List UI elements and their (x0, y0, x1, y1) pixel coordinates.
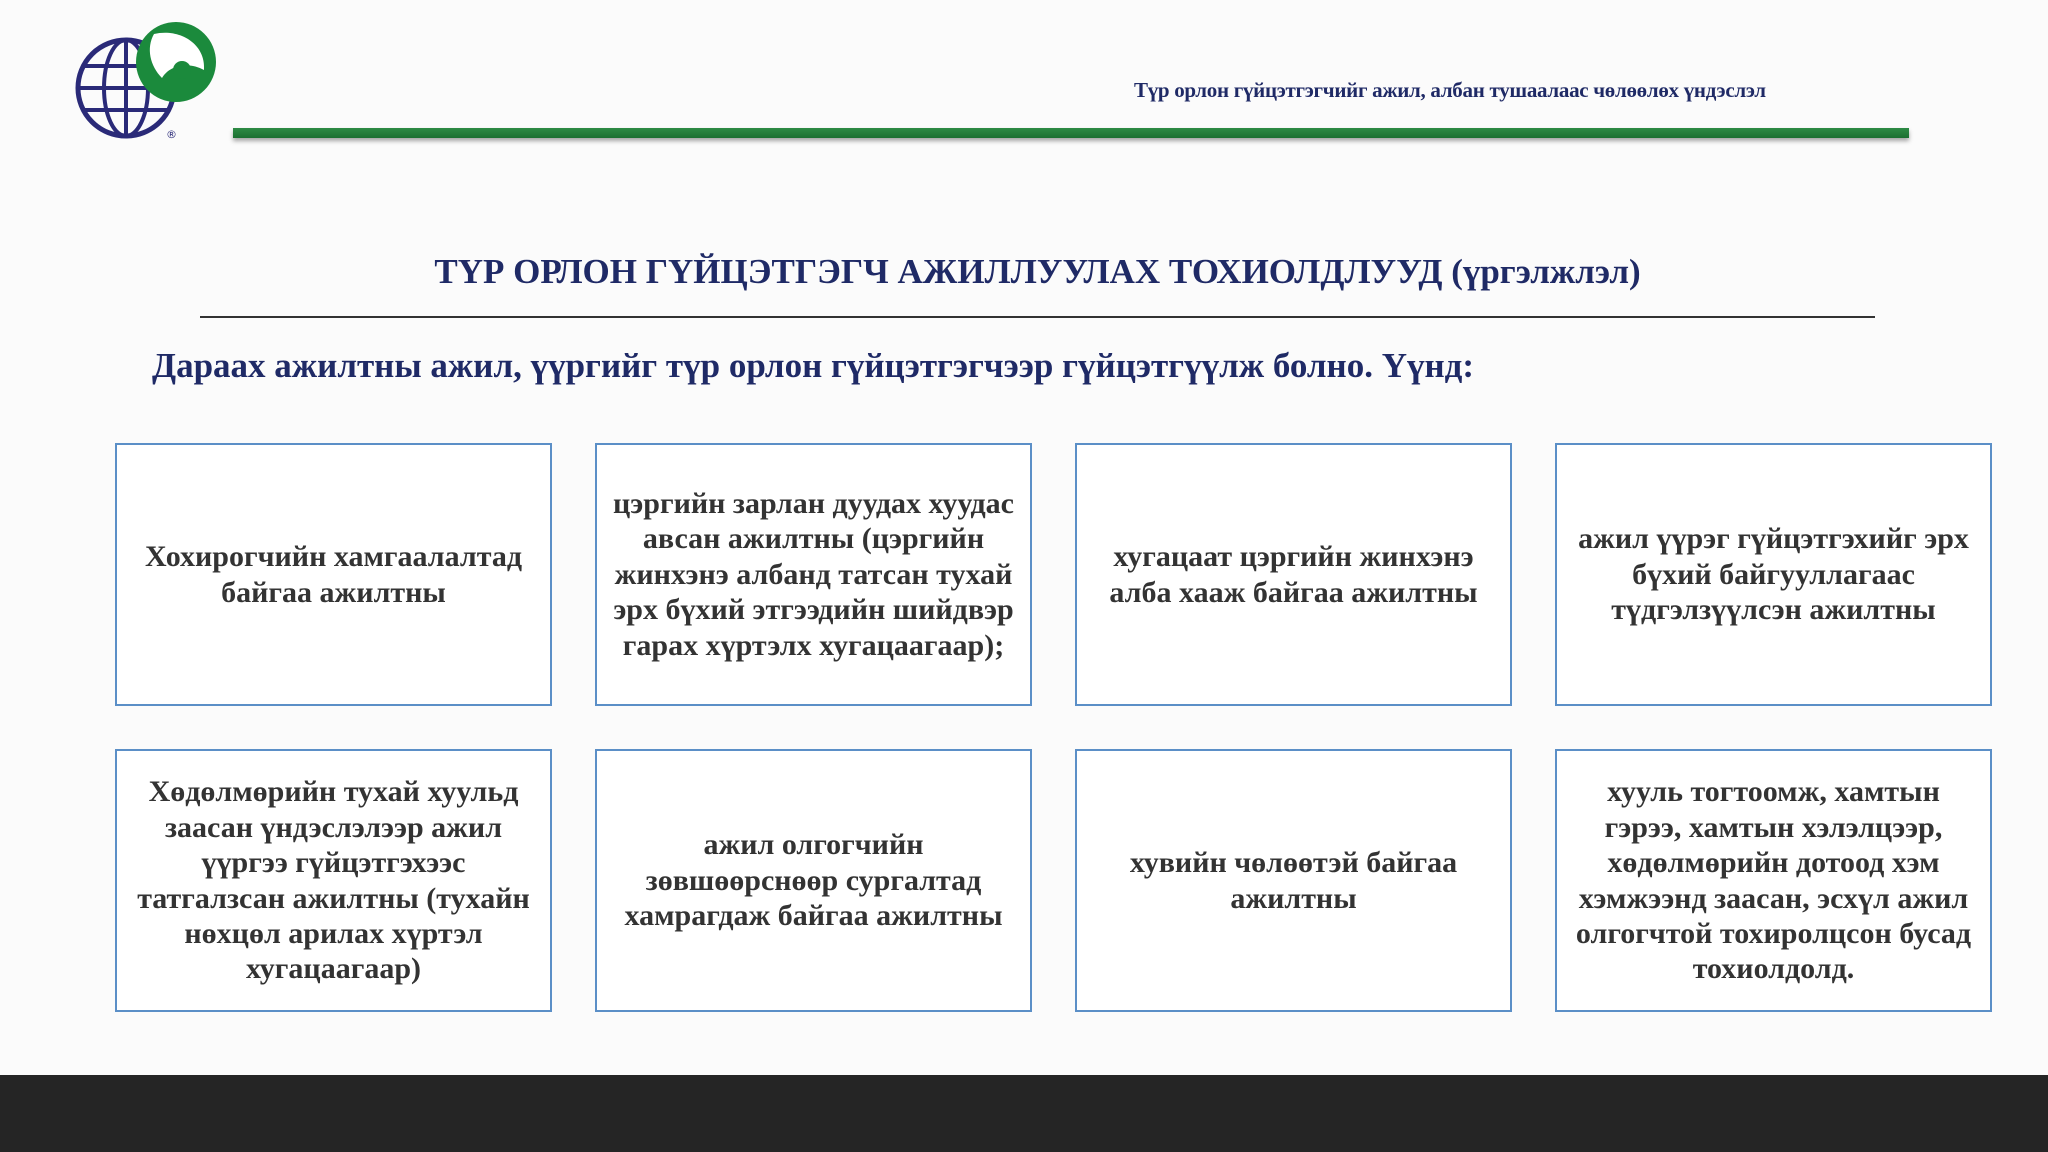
case-box (1075, 443, 1512, 706)
case-box (115, 443, 552, 706)
case-box (595, 443, 1032, 706)
title-underline (200, 316, 1875, 318)
case-box (595, 749, 1032, 1012)
case-text: Хөдөлмөрийн тухай хуульд заасан үндэслэлээр ажил үүргээ гүйцэтгэхээс татгалзсан ажилтны (тухайн нөхцөл арилах хүртэл хугацаагаар) (137, 775, 530, 986)
cases-grid (115, 443, 1992, 1012)
case-box (1555, 443, 1992, 706)
case-text: цэргийн зарлан дуудах хуудас авсан ажилтны (цэргийн жинхэнэ албанд татсан тухай эрх бүхий этгээдийн шийдвэр гарах хүртэлх хугацаагаар); (613, 487, 1014, 662)
footer-bar (0, 1075, 2048, 1152)
header-title: Түр орлон гүйцэтгэгчийг ажил, албан тушаалаас чөлөөлөх үндэслэл (1134, 78, 1766, 102)
case-box (1075, 749, 1512, 1012)
case-box (115, 749, 552, 1012)
case-box (1555, 749, 1992, 1012)
registered-mark: ® (166, 128, 177, 141)
slide-title: ТҮР ОРЛОН ГҮЙЦЭТГЭГЧ АЖИЛЛУУЛАХ ТОХИОЛДЛУУД (үргэлжлэл) (434, 252, 1641, 291)
case-text: Хохирогчийн хамгаалалтад байгаа ажилтны (145, 540, 522, 609)
case-text: хувийн чөлөөтэй байгаа ажилтны (1129, 846, 1458, 915)
header-divider (233, 128, 1909, 138)
case-text: ажил үүрэг гүйцэтгэхийг эрх бүхий байгууллагаас түдгэлзүүлсэн ажилтны (1578, 522, 1969, 627)
intro-text: Дараах ажилтны ажил, үүргийг түр орлон гүйцэтгэгчээр гүйцэтгүүлж болно. Үүнд: (152, 346, 1475, 385)
case-text: ажил олгогчийн зөвшөөрснөөр сургалтад хамрагдаж байгаа ажилтны (624, 828, 1003, 933)
case-text: хууль тогтоомж, хамтын гэрээ, хамтын хэлэлцээр, хөдөлмөрийн дотоод хэм хэмжээнд заасан, эсхүл ажил олгогчтой тохиролцсон бусад тохиолдолд. (1575, 775, 1972, 986)
organization-logo-icon (70, 14, 222, 142)
case-text: хугацаат цэргийн жинхэнэ алба хааж байгаа ажилтны (1109, 540, 1478, 609)
